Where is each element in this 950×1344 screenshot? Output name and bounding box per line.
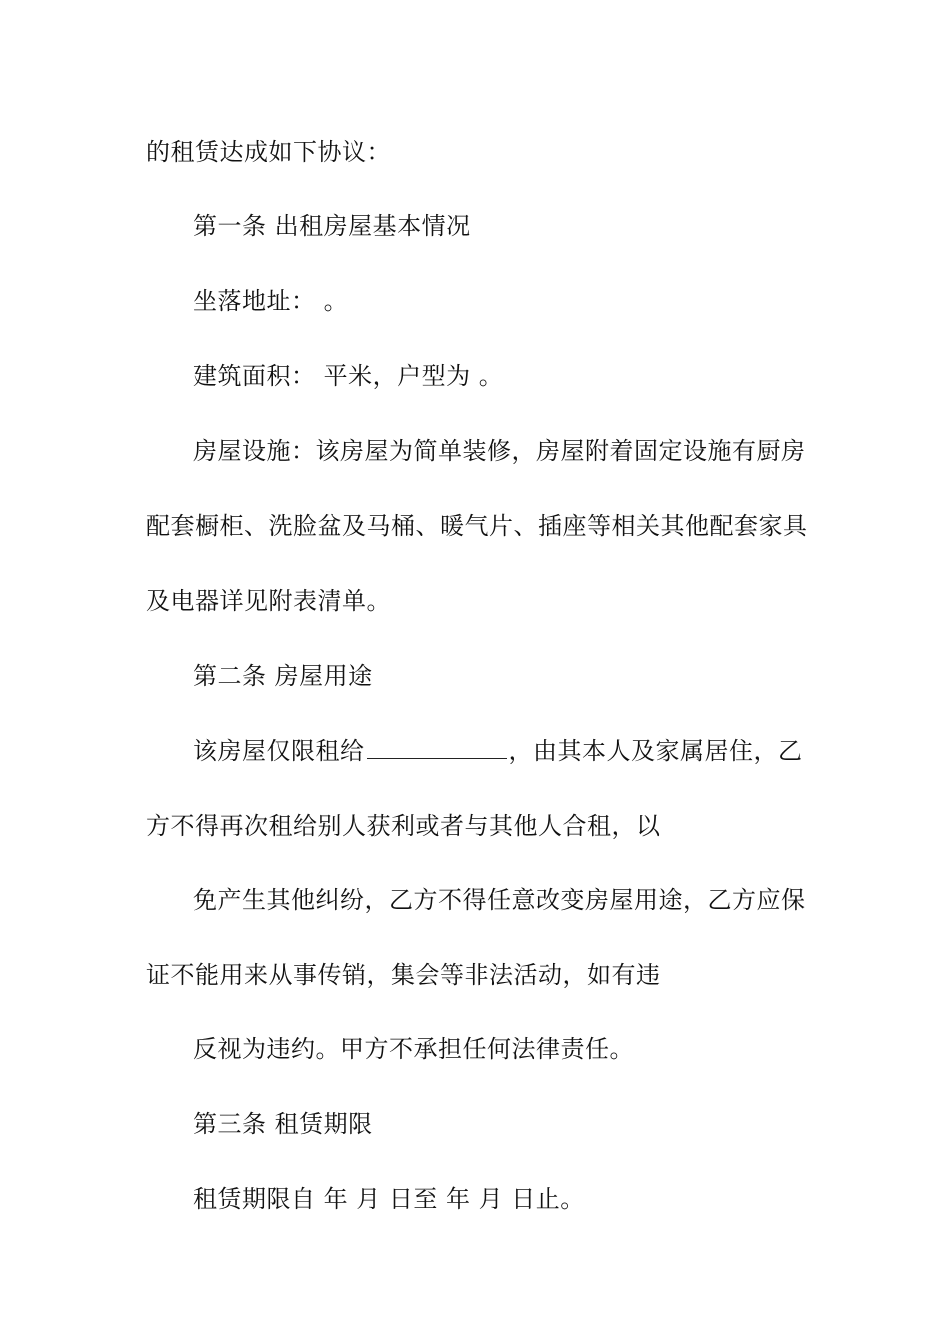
text-line-usage-2: 方不得再次租给别人获利或者与其他人合租，以: [146, 812, 661, 840]
text-line-usage-4: 证不能用来从事传销，集会等非法活动，如有违: [146, 961, 661, 989]
text-line-area: 建筑面积： 平米，户型为 。: [193, 362, 504, 390]
text-line-address: 坐落地址： 。: [193, 287, 349, 315]
article-1-heading: 第一条 出租房屋基本情况: [193, 212, 471, 240]
text-line-term: 租赁期限自 年 月 日至 年 月 日止。: [193, 1185, 585, 1213]
text-line-facilities-2: 配套橱柜、洗脸盆及马桶、暖气片、插座等相关其他配套家具: [146, 512, 808, 540]
text-line-usage-5: 反视为违约。甲方不承担任何法律责任。: [193, 1035, 634, 1063]
article-3-heading: 第三条 租赁期限: [193, 1110, 373, 1138]
text-line-facilities-1: 房屋设施：该房屋为简单装修，房屋附着固定设施有厨房: [193, 437, 806, 465]
usage-text-before-blank: 该房屋仅限租给: [193, 737, 365, 765]
tenant-name-blank: [367, 736, 507, 759]
article-2-heading: 第二条 房屋用途: [193, 662, 373, 690]
text-line-usage-3: 免产生其他纠纷，乙方不得任意改变房屋用途，乙方应保: [193, 886, 806, 914]
text-line-facilities-3: 及电器详见附表清单。: [146, 587, 391, 615]
usage-text-after-blank: ，由其本人及家属居住，乙: [508, 737, 803, 765]
text-line-usage-1: [193, 736, 803, 766]
text-line-1: 的租赁达成如下协议：: [146, 138, 391, 166]
